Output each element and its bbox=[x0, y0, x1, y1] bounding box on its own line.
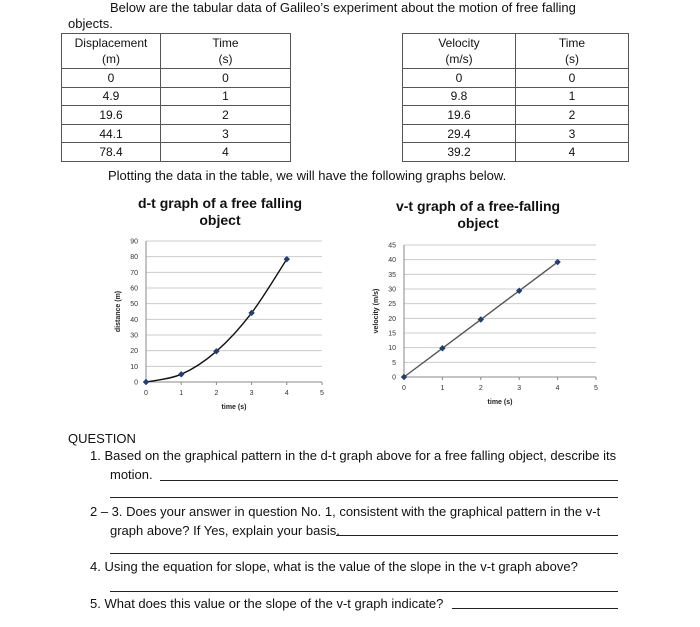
table-row bbox=[62, 124, 291, 143]
x-axis-label: time (s) bbox=[487, 399, 513, 406]
table-header-row bbox=[403, 34, 629, 69]
vt-title-line-2: object bbox=[457, 215, 499, 231]
y-tick-label: 40 bbox=[388, 257, 396, 265]
x-tick-label: 1 bbox=[440, 385, 445, 392]
header-line: Time bbox=[558, 36, 586, 50]
x-tick-label: 5 bbox=[594, 385, 598, 392]
question-1 bbox=[90, 446, 630, 465]
header-line: (m/s) bbox=[445, 52, 473, 66]
table-cell: 19.6 bbox=[403, 106, 516, 125]
y-tick-label: 20 bbox=[130, 348, 138, 356]
table-row bbox=[403, 87, 629, 106]
y-tick-label: 10 bbox=[130, 363, 138, 371]
intro-line-1: Below are the tabular data of Galileo’s experiment about the motion of free falling bbox=[110, 0, 576, 15]
table-cell: 9.8 bbox=[403, 87, 516, 106]
table-row bbox=[62, 87, 291, 106]
table-row bbox=[62, 143, 291, 162]
table-row bbox=[403, 143, 629, 162]
table-header-cell bbox=[62, 34, 161, 69]
table-cell: 0 bbox=[161, 69, 291, 88]
intro-line-2: objects. bbox=[68, 16, 113, 31]
y-tick-label: 15 bbox=[388, 330, 396, 338]
table-row bbox=[403, 106, 629, 125]
vt-title-line-1: v-t graph of a free-falling bbox=[395, 198, 561, 214]
question-4 bbox=[90, 557, 630, 576]
table-cell: 4 bbox=[161, 143, 291, 162]
x-tick-label: 0 bbox=[402, 385, 406, 392]
answer-line[interactable] bbox=[110, 553, 618, 554]
data-point bbox=[178, 371, 184, 377]
table-cell: 2 bbox=[516, 106, 629, 125]
table-cell: 0 bbox=[62, 69, 161, 88]
question-number: 4. bbox=[90, 559, 101, 574]
table-cell: 2 bbox=[161, 106, 291, 125]
vt-graph-title bbox=[368, 198, 588, 232]
x-tick-label: 3 bbox=[517, 385, 522, 392]
dt-title-line-1: d-t graph of a free falling bbox=[137, 195, 303, 211]
x-tick-label: 0 bbox=[144, 390, 148, 397]
x-axis-label: time (s) bbox=[221, 404, 247, 411]
header-line: Displacement bbox=[74, 36, 148, 50]
answer-line[interactable] bbox=[336, 535, 618, 536]
question-text: graph above? If Yes, explain your basis. bbox=[110, 523, 340, 538]
table-cell: 39.2 bbox=[403, 143, 516, 162]
dt-graph-title bbox=[100, 195, 340, 229]
table-cell: 29.4 bbox=[403, 124, 516, 143]
header-line: (s) bbox=[218, 52, 233, 66]
y-tick-label: 35 bbox=[388, 271, 396, 279]
table-header-cell bbox=[516, 34, 629, 69]
x-tick-label: 5 bbox=[320, 390, 324, 397]
displacement-time-table bbox=[61, 33, 291, 162]
table-header-cell bbox=[161, 34, 291, 69]
question-text: Using the equation for slope, what is the value of the slope in the v-t graph above? bbox=[104, 559, 578, 574]
question-number: 2 – 3. bbox=[90, 504, 123, 519]
answer-line[interactable] bbox=[160, 480, 618, 481]
y-tick-label: 0 bbox=[134, 379, 138, 387]
y-tick-label: 70 bbox=[130, 269, 138, 277]
velocity-time-table bbox=[402, 33, 629, 162]
x-tick-label: 2 bbox=[214, 390, 219, 397]
table-header-row bbox=[62, 34, 291, 69]
dt-graph bbox=[100, 230, 350, 420]
y-tick-label: 10 bbox=[388, 345, 396, 353]
dt-title-line-2: object bbox=[199, 212, 241, 228]
y-tick-label: 40 bbox=[130, 316, 138, 324]
table-cell: 0 bbox=[516, 69, 629, 88]
y-axis-label: distance (m) bbox=[115, 290, 122, 333]
y-tick-label: 20 bbox=[388, 315, 396, 323]
table-cell: 1 bbox=[516, 87, 629, 106]
y-tick-label: 0 bbox=[392, 374, 396, 382]
table-cell: 0 bbox=[403, 69, 516, 88]
series-line bbox=[146, 259, 287, 382]
table-cell: 3 bbox=[516, 124, 629, 143]
y-tick-label: 45 bbox=[388, 242, 396, 250]
table-cell: 78.4 bbox=[62, 143, 161, 162]
y-tick-label: 90 bbox=[130, 238, 138, 246]
question-text: motion. bbox=[110, 467, 153, 482]
table-cell: 19.6 bbox=[62, 106, 161, 125]
table-cell: 3 bbox=[161, 124, 291, 143]
y-tick-label: 30 bbox=[388, 286, 396, 294]
table-row bbox=[62, 106, 291, 125]
x-tick-label: 1 bbox=[179, 390, 184, 397]
answer-line[interactable] bbox=[110, 497, 618, 498]
x-tick-label: 2 bbox=[478, 385, 483, 392]
answer-line[interactable] bbox=[452, 608, 618, 609]
header-line: (m) bbox=[102, 52, 120, 66]
question-1-cont bbox=[110, 465, 153, 484]
question-5 bbox=[90, 594, 630, 613]
y-axis-label: velocity (m/s) bbox=[373, 288, 380, 334]
x-tick-label: 4 bbox=[284, 390, 289, 397]
x-tick-label: 4 bbox=[555, 385, 560, 392]
table-row bbox=[62, 69, 291, 88]
answer-line[interactable] bbox=[110, 591, 618, 592]
table-cell: 1 bbox=[161, 87, 291, 106]
y-tick-label: 50 bbox=[130, 301, 138, 309]
question-2-3 bbox=[90, 502, 630, 521]
y-tick-label: 25 bbox=[388, 301, 396, 309]
table-cell: 4.9 bbox=[62, 87, 161, 106]
table-header-cell bbox=[403, 34, 516, 69]
header-line: Time bbox=[212, 36, 239, 50]
vt-graph bbox=[360, 236, 620, 422]
question-text: Does your answer in question No. 1, consistent with the graphical pattern in the v-t bbox=[126, 504, 601, 519]
y-tick-label: 30 bbox=[130, 332, 138, 340]
question-text: Based on the graphical pattern in the d-t graph above for a free falling object, describe its bbox=[104, 448, 617, 463]
question-heading: QUESTION bbox=[68, 431, 136, 446]
table-cell: 44.1 bbox=[62, 124, 161, 143]
question-text: What does this value or the slope of the v-t graph indicate? bbox=[104, 596, 444, 611]
x-tick-label: 3 bbox=[249, 390, 254, 397]
y-tick-label: 80 bbox=[130, 254, 138, 262]
plotting-text: Plotting the data in the table, we will have the following graphs below. bbox=[108, 168, 507, 183]
question-number: 1. bbox=[90, 448, 101, 463]
y-tick-label: 60 bbox=[130, 285, 138, 293]
y-tick-label: 5 bbox=[392, 359, 396, 367]
table-row bbox=[403, 124, 629, 143]
header-line: (s) bbox=[565, 52, 579, 66]
question-number: 5. bbox=[90, 596, 101, 611]
question-2-3-cont bbox=[110, 521, 340, 540]
table-row bbox=[403, 69, 629, 88]
table-cell: 4 bbox=[516, 143, 629, 162]
header-line: Velocity bbox=[438, 36, 480, 50]
data-point bbox=[143, 379, 149, 385]
